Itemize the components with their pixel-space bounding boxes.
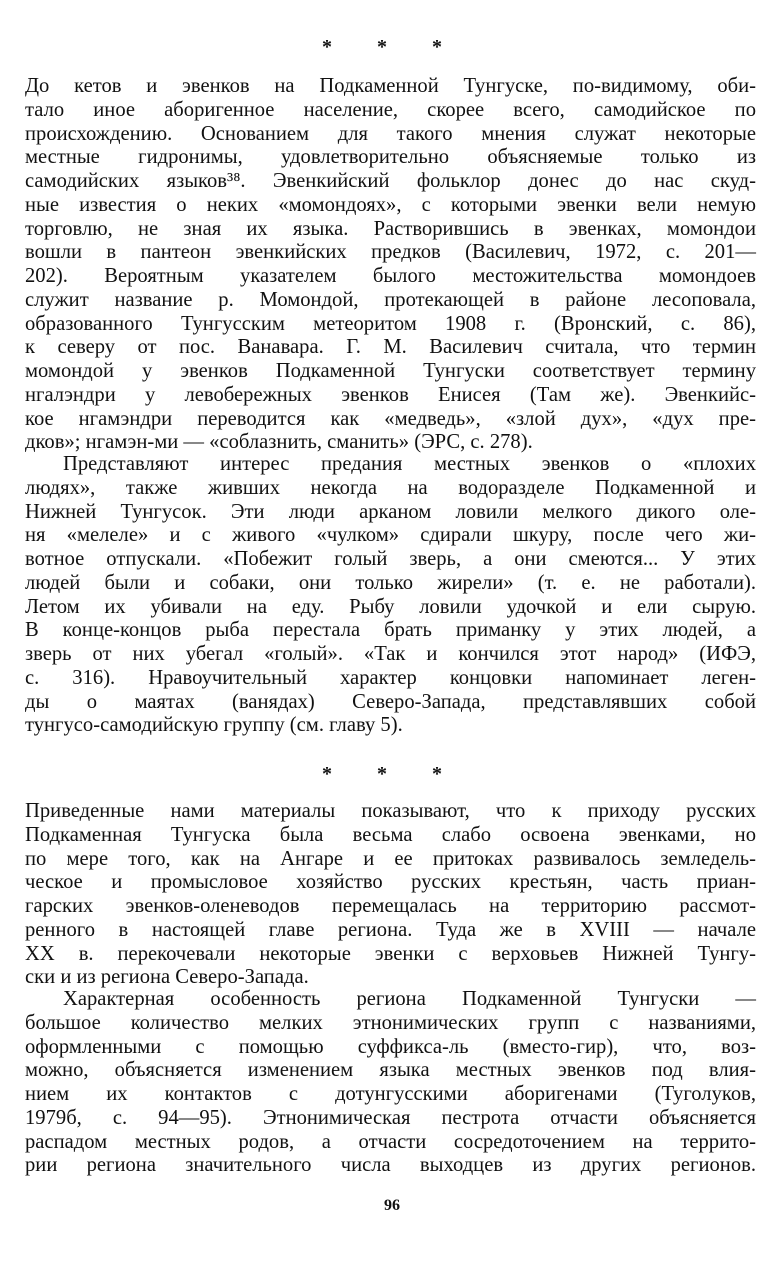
text-line: Представляют интерес предания местных эвенков о «плохих [63,453,756,475]
text-line: кое нгамэндри переводится как «медведь», «злой дух», «дух пре- [25,407,756,430]
page-number: 96 [384,1197,400,1214]
text-line: нгалэндри у левобережных эвенков Енисея (Там же). Эвенкийс- [25,383,756,406]
text-line: ческое и промысловое хозяйство русских крестьян, часть приан- [25,871,756,894]
text-line: вотное отпускали. «Побежит голый зверь, а они смеются... У этих [25,548,756,570]
text-line: момондой у эвенков Подкаменной Тунгуски соответствует термину [25,360,756,382]
text-line: В конце-концов рыба перестала брать приманку у этих людей, а [25,619,756,642]
text-line: дков»; нгамэн-ми — «соблазнить, сманить» (ЭРС, с. 278). [25,431,533,454]
text-line: можно, объясняется изменением языка местных эвенков под влия- [25,1059,756,1082]
text-line: образованного Тунгусским метеоритом 1908 г. (Вронский, с. 86), [25,312,756,335]
text-line: оформленными с помощью суффикса-ль (вместо-гир), что, воз- [25,1035,756,1058]
paragraph-bad-people [25,453,756,738]
paragraph-characteristic [25,988,756,1178]
text-line: местные гидронимы, удовлетворительно объясняемые только из [25,146,756,169]
text-line: распадом местных родов, а отчасти сосредоточением на террито- [25,1130,756,1153]
text-line: людях», также живших некогда на водоразделе Подкаменной и [25,476,756,499]
text-line: гарских эвенков-оленеводов перемещалась на территорию рассмот- [25,895,756,917]
text-line: Приведенные нами материалы показывают, что к приходу русских [25,800,756,822]
section-separator: * * * [322,763,462,785]
text-line: До кетов и эвенков на Подкаменной Тунгуске, по-видимому, оби- [25,75,756,97]
text-line: 202). Вероятным указателем былого местожительства момондоев [25,265,756,287]
text-line: по мере того, как на Ангаре и ее притоках развивалось земледель- [25,847,756,870]
text-line: к северу от пос. Ванавара. Г. М. Василевич считала, что термин [25,336,756,359]
text-line: вошли в пантеон эвенкийских предков (Василевич, 1972, с. 201— [25,241,756,264]
text-line: тунгусо-самодийскую группу (см. главу 5). [25,714,403,737]
text-line: самодийских языков³⁸. Эвенкийский фольклор донес до нас скуд- [25,170,756,192]
paragraph-materials [25,800,756,990]
text-line: Летом их убивали на еду. Рыбу ловили удочкой и ели сырую. [25,595,756,618]
paragraph-momondoi [25,75,756,455]
text-line: Подкаменная Тунгуска была весьма слабо освоена эвенками, но [25,823,756,846]
text-line: с. 316). Нравоучительный характер концовки напоминает леген- [25,666,756,689]
text-line: нием их контактов с дотунгусскими аборигенами (Туголуков, [25,1083,756,1105]
text-line: ды о маятах (ванядах) Северо-Запада, представлявших собой [25,690,756,713]
text-line: торговлю, не зная их языка. Растворившись в эвенках, момондои [25,217,756,240]
text-line: людей были и собаки, они только жирели» (т. е. не работали). [25,571,756,594]
text-line: XX в. перекочевали некоторые эвенки с верховьев Нижней Тунгу- [25,942,756,965]
text-line: тало иное аборигенное население, скорее всего, самодийское по [25,98,756,121]
text-line: зверь от них убегал «голый». «Так и кончился этот народ» (ИФЭ, [25,643,756,665]
text-line: ски и из региона Северо-Запада. [25,966,309,989]
text-line: служит название р. Момондой, протекающей в районе лесоповала, [25,288,756,311]
text-line: ренного в настоящей главе региона. Туда же в XVIII — начале [25,918,756,941]
text-line: ные известия о неких «момондоях», с которыми эвенки вели немую [25,193,756,216]
text-line: рии региона значительного числа выходцев из других регионов. [25,1154,756,1177]
section-separator: * * * [322,36,462,58]
text-line: Нижней Тунгусок. Эти люди арканом ловили мелкого дикого оле- [25,500,756,523]
text-line: ня «мелеле» и с живого «чулком» сдирали шкуру, после чего жи- [25,524,756,547]
text-line: происхождению. Основанием для такого мнения служат некоторые [25,122,756,145]
text-line: Характерная особенность региона Подкаменной Тунгуски — [63,988,756,1010]
text-line: 1979б, с. 94—95). Этнонимическая пестрота отчасти объясняется [25,1106,756,1129]
text-line: большое количество мелких этнонимических групп с названиями, [25,1011,756,1034]
